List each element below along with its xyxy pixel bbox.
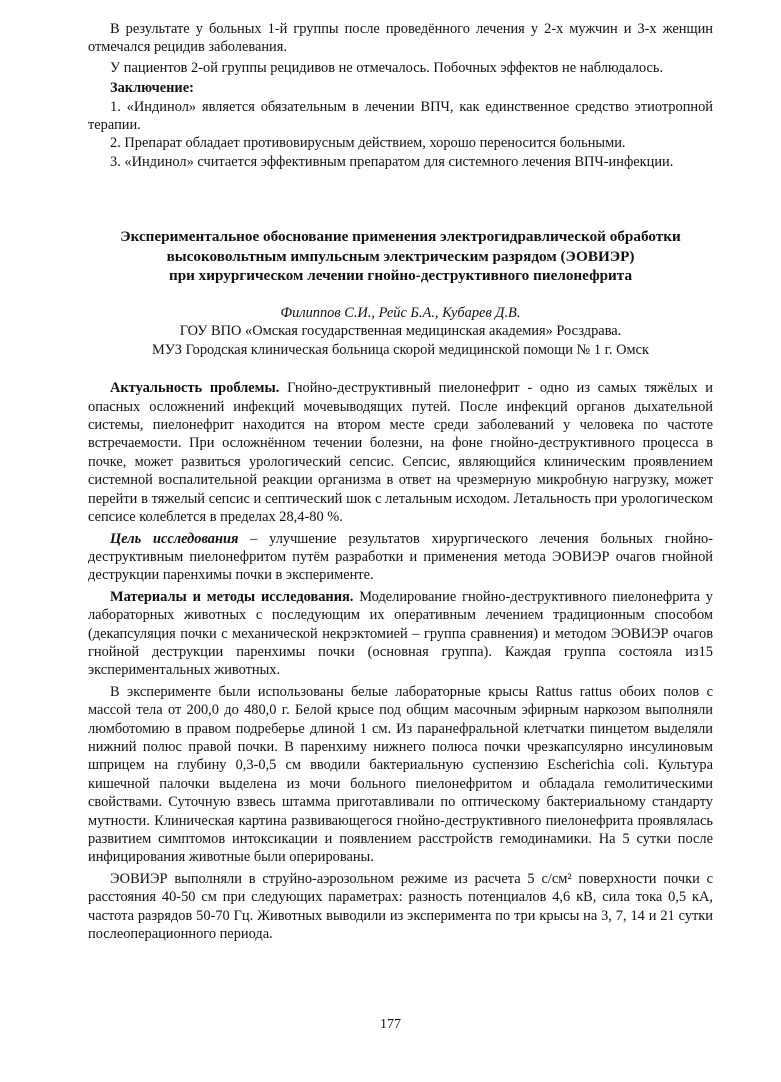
title-line: высоковольтным импульсным электрическим разрядом (ЭОВИЭР): [166, 247, 635, 265]
aim-paragraph: [88, 530, 713, 585]
previous-article-tail: [88, 20, 713, 171]
article-body: [88, 379, 713, 943]
experiment-paragraph: В эксперименте были использованы белые лабораторные крысы Rattus rattus обоих полов с массой тела от 200,0 до 480,0 г. Белой крысе под общим масочным эфирным наркозом выполняли люмботомию в правом подреберье длиной 1 см. Из паранефральной клетчатки пинцетом выделяли нижний полюс правой почки. В паренхиму нижнего полюса почки чрезкапсулярно инсулиновым шприцем на глубину 0,3-0,5 см вводили бактериальную суспензию Escherichia coli. Культура кишечной палочки выделена из мочи больного пиелонефритом и обладала гемолитическими свойствами. Суточную взвесь штамма приготавливали по оптическому бактериальному стандарту мутности. Клиническая картина развивающегося гнойно-деструктивного пиелонефрита проявлялась развитием симптомов интоксикации и появлением расстройств гемодинамики. На 5 сутки после инфицирования животные были оперированы.: [88, 683, 713, 866]
methods-text: Моделирование гнойно-деструктивного пиелонефрита у лабораторных животных с последующим их оперативным лечением традиционным способом (декапсуляция почки с механической некрэктомией – группа сравнения) и методом ЭОВИЭР очагов гнойной деструкции паренхимы почки (основная группа). Каждая группа состояла из15 экспериментальных животных.: [88, 588, 714, 679]
conclusion-heading: Заключение:: [110, 80, 194, 97]
aim-lead: Цель исследования: [110, 530, 239, 547]
result-paragraph: В результате у больных 1-й группы после проведённого лечения у 2-х мужчин и 3-х женщин отмечался рецидив заболевания.: [88, 21, 713, 56]
article-authors: Филиппов С.И., Рейс Б.А., Кубарев Д.В.: [280, 305, 521, 322]
conclusion-list: [88, 98, 713, 172]
conclusion-item: 1. «Индинол» является обязательным в лечении ВПЧ, как единственное средство этиотропной терапии.: [88, 98, 713, 134]
relevance-text: Гнойно-деструктивный пиелонефрит - одно из самых тяжёлых и опасных осложнений инфекций мочевыводящих путей. После инфекций органов дыхательной системы, пиелонефрит находится на втором месте среди заболеваний у человека по частоте встречаемости. При осложнённом течении болезни, на фоне гнойно-деструктивного процесса в почке, может развиться урологический сепсис. Сепсис, являющийся клиническим проявлением системной воспалительной реакции организма в ответ на чрезмерную микробную нагрузку, может перейти в тяжелый сепсис и септический шок с летальным исходом. Летальность при урологическом сепсисе колеблется в пределах 28,4-80 %.: [88, 380, 713, 526]
relevance-lead: Актуальность проблемы.: [110, 380, 280, 397]
article-affiliations: [88, 322, 713, 359]
title-line: Экспериментальное обоснование применения электрогидравлической обработки: [120, 228, 681, 246]
methods-lead: Материалы и методы исследования.: [110, 588, 354, 605]
page-number: 177: [380, 1017, 401, 1032]
conclusion-item: 3. «Индинол» считается эффективным препаратом для системного лечения ВПЧ-инфекции.: [110, 153, 674, 170]
conclusion-item: 2. Препарат обладает противовирусным действием, хорошо переносится больными.: [110, 135, 626, 152]
affiliation-line: МУЗ Городская клиническая больница скорой медицинской помощи № 1 г. Омск: [152, 341, 649, 358]
side-effects-paragraph: У пациентов 2-ой группы рецидивов не отмечалось. Побочных эффектов не наблюдалось.: [110, 59, 664, 76]
methods-paragraph: [88, 588, 713, 680]
affiliation-line: ГОУ ВПО «Омская государственная медицинская академия» Росздрава.: [179, 323, 622, 340]
article-title: [88, 227, 713, 286]
aim-text: – улучшение результатов хирургического лечения больных гнойно-деструктивным пиелонефритом путём разработки и применения метода ЭОВИЭР очагов гнойной деструкции паренхимы почки в эксперименте.: [88, 530, 713, 584]
title-line: при хирургическом лечении гнойно-деструктивного пиелонефрита: [168, 267, 633, 285]
relevance-paragraph: [88, 379, 713, 526]
procedure-paragraph: ЭОВИЭР выполняли в струйно-аэрозольном режиме из расчета 5 с/см² поверхности почки с расстояния 40-50 см при следующих параметрах: разность потенциалов 4,6 кВ, сила тока 0,5 кА, частота разрядов 50-70 Гц. Животных выводили из эксперимента по три крысы на 3, 7, 14 и 21 сутки послеоперационного периода.: [88, 870, 713, 943]
